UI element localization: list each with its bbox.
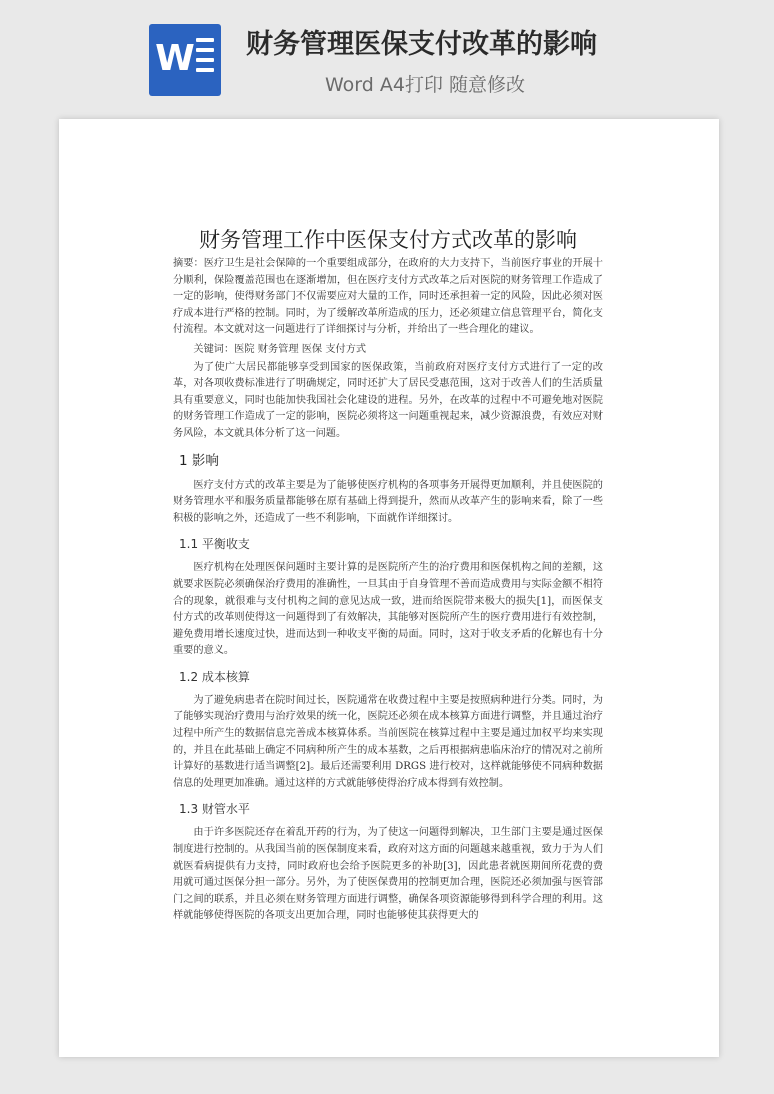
document-content <box>173 225 603 925</box>
section-1-1-heading: 1.1 平衡收支 <box>179 537 250 552</box>
section-1-3-body: 由于许多医院还存在着乱开药的行为，为了使这一问题得到解决，卫生部门主要是通过医保制度进行控制的。从我国当前的医保制度来看，政府对这方面的问题越来越重视，致力于为人们就医看病提供有力支持，同时政府也会给予医院更多的补助[3]，因此患者就医期间所花费的费用就可通过医保分担一部分。另外，为了使医保费用的控制更加合理，医院还必须加强与医管部门之间的联系，并且必须在财务管理方面进行调整，确保各项资源能够得到科学合理的利用。这样就能够使得医院的各项支出更加合理，同时也能够使其获得更大的 <box>173 827 603 922</box>
document-page <box>59 119 719 1057</box>
section-1-body: 医疗支付方式的改革主要是为了能够使医疗机构的各项事务开展得更加顺利，并且使医院的财务管理水平和服务质量都能够在原有基础上得到提升，然而从改革产生的影响来看，除了一些积极的影响之外，还造成了一些不利影响，下面就作详细探讨。 <box>173 479 603 524</box>
document-title: 财务管理工作中医保支付方式改革的影响 <box>199 228 577 252</box>
section-1-2-body: 为了避免病患者在院时间过长，医院通常在收费过程中主要是按照病种进行分类。同时，为了能够实现治疗费用与治疗效果的统一化，医院还必须在成本核算方面进行调整，并且通过治疗过程中所产生的数据信息完善成本核算体系。当前医院在核算过程中主要是通过加权平均来实现的，并且在此基础上确定不同病种所产生的成本基数，之后再根据病患临床治疗的情况对之前所计算好的基数进行适当调整[2]。最后还需要利用 DRGS 进行校对，这样就能够使不同病种数据信息的处理更加准确。通过这样的方式就能够使得治疗成本得到有效控制。 <box>173 694 603 789</box>
banner-subtitle: Word A4打印 随意修改 <box>325 74 526 96</box>
intro-paragraph: 为了使广大居民都能够享受到国家的医保政策，当前政府对医疗支付方式进行了一定的改革，对各项收费标准进行了明确规定，同时还扩大了居民受惠范围，这对于改善人们的生活质量具有重要意义，同时也能加快我国社会化建设的进程。另外，在改革的过程中不可避免地对医院的财务管理工作造成了一定的影响，医院必须将这一问题重视起来，减少资源浪费，有效应对财务风险，本文就具体分析了这一问题。 <box>173 361 603 439</box>
section-1-heading: 1 影响 <box>179 452 219 469</box>
keywords: 关键词：医院 财务管理 医保 支付方式 <box>193 343 367 355</box>
section-1-1-body: 医疗机构在处理医保问题时主要计算的是医院所产生的治疗费用和医保机构之间的差额，这就要求医院必须确保治疗费用的准确性，一旦其由于自身管理不善而造成费用与实际金额不相符合的现象，就很难与支付机构之间的意见达成一致，进而给医院带来极大的损失[1]，而医保支付方式的改革则使得这一问题得到了有效解决，其能够对医院所产生的医疗费用进行有效控制，避免费用增长速度过快，进而达到一种收支平衡的局面。同时，这对于收支矛盾的化解也有十分重要的意义。 <box>173 562 603 657</box>
abstract: 摘要：医疗卫生是社会保障的一个重要组成部分，在政府的大力支持下，当前医疗事业的开展十分顺利，保险覆盖范围也在逐渐增加，但在医疗支付方式改革之后对医院的财务管理工作造成了一定的影响，使得财务部门不仅需要应对大量的工作，同时还承担着一定的风险，因此必须对医疗成本进行严格的控制。同时，为了缓解改革所造成的压力，还必须建立信息管理平台，简化支付流程。本文就对这一问题进行了详细探讨与分析，并给出了一些合理化的建议。 <box>173 258 603 336</box>
logo-letter: W <box>155 38 195 79</box>
section-1-3-heading: 1.3 财管水平 <box>179 802 250 817</box>
word-logo-icon <box>149 24 221 96</box>
section-1-2-heading: 1.2 成本核算 <box>179 669 250 684</box>
header-banner <box>0 0 774 118</box>
logo-lines <box>196 38 214 78</box>
banner-title: 财务管理医保支付改革的影响 <box>246 29 597 60</box>
